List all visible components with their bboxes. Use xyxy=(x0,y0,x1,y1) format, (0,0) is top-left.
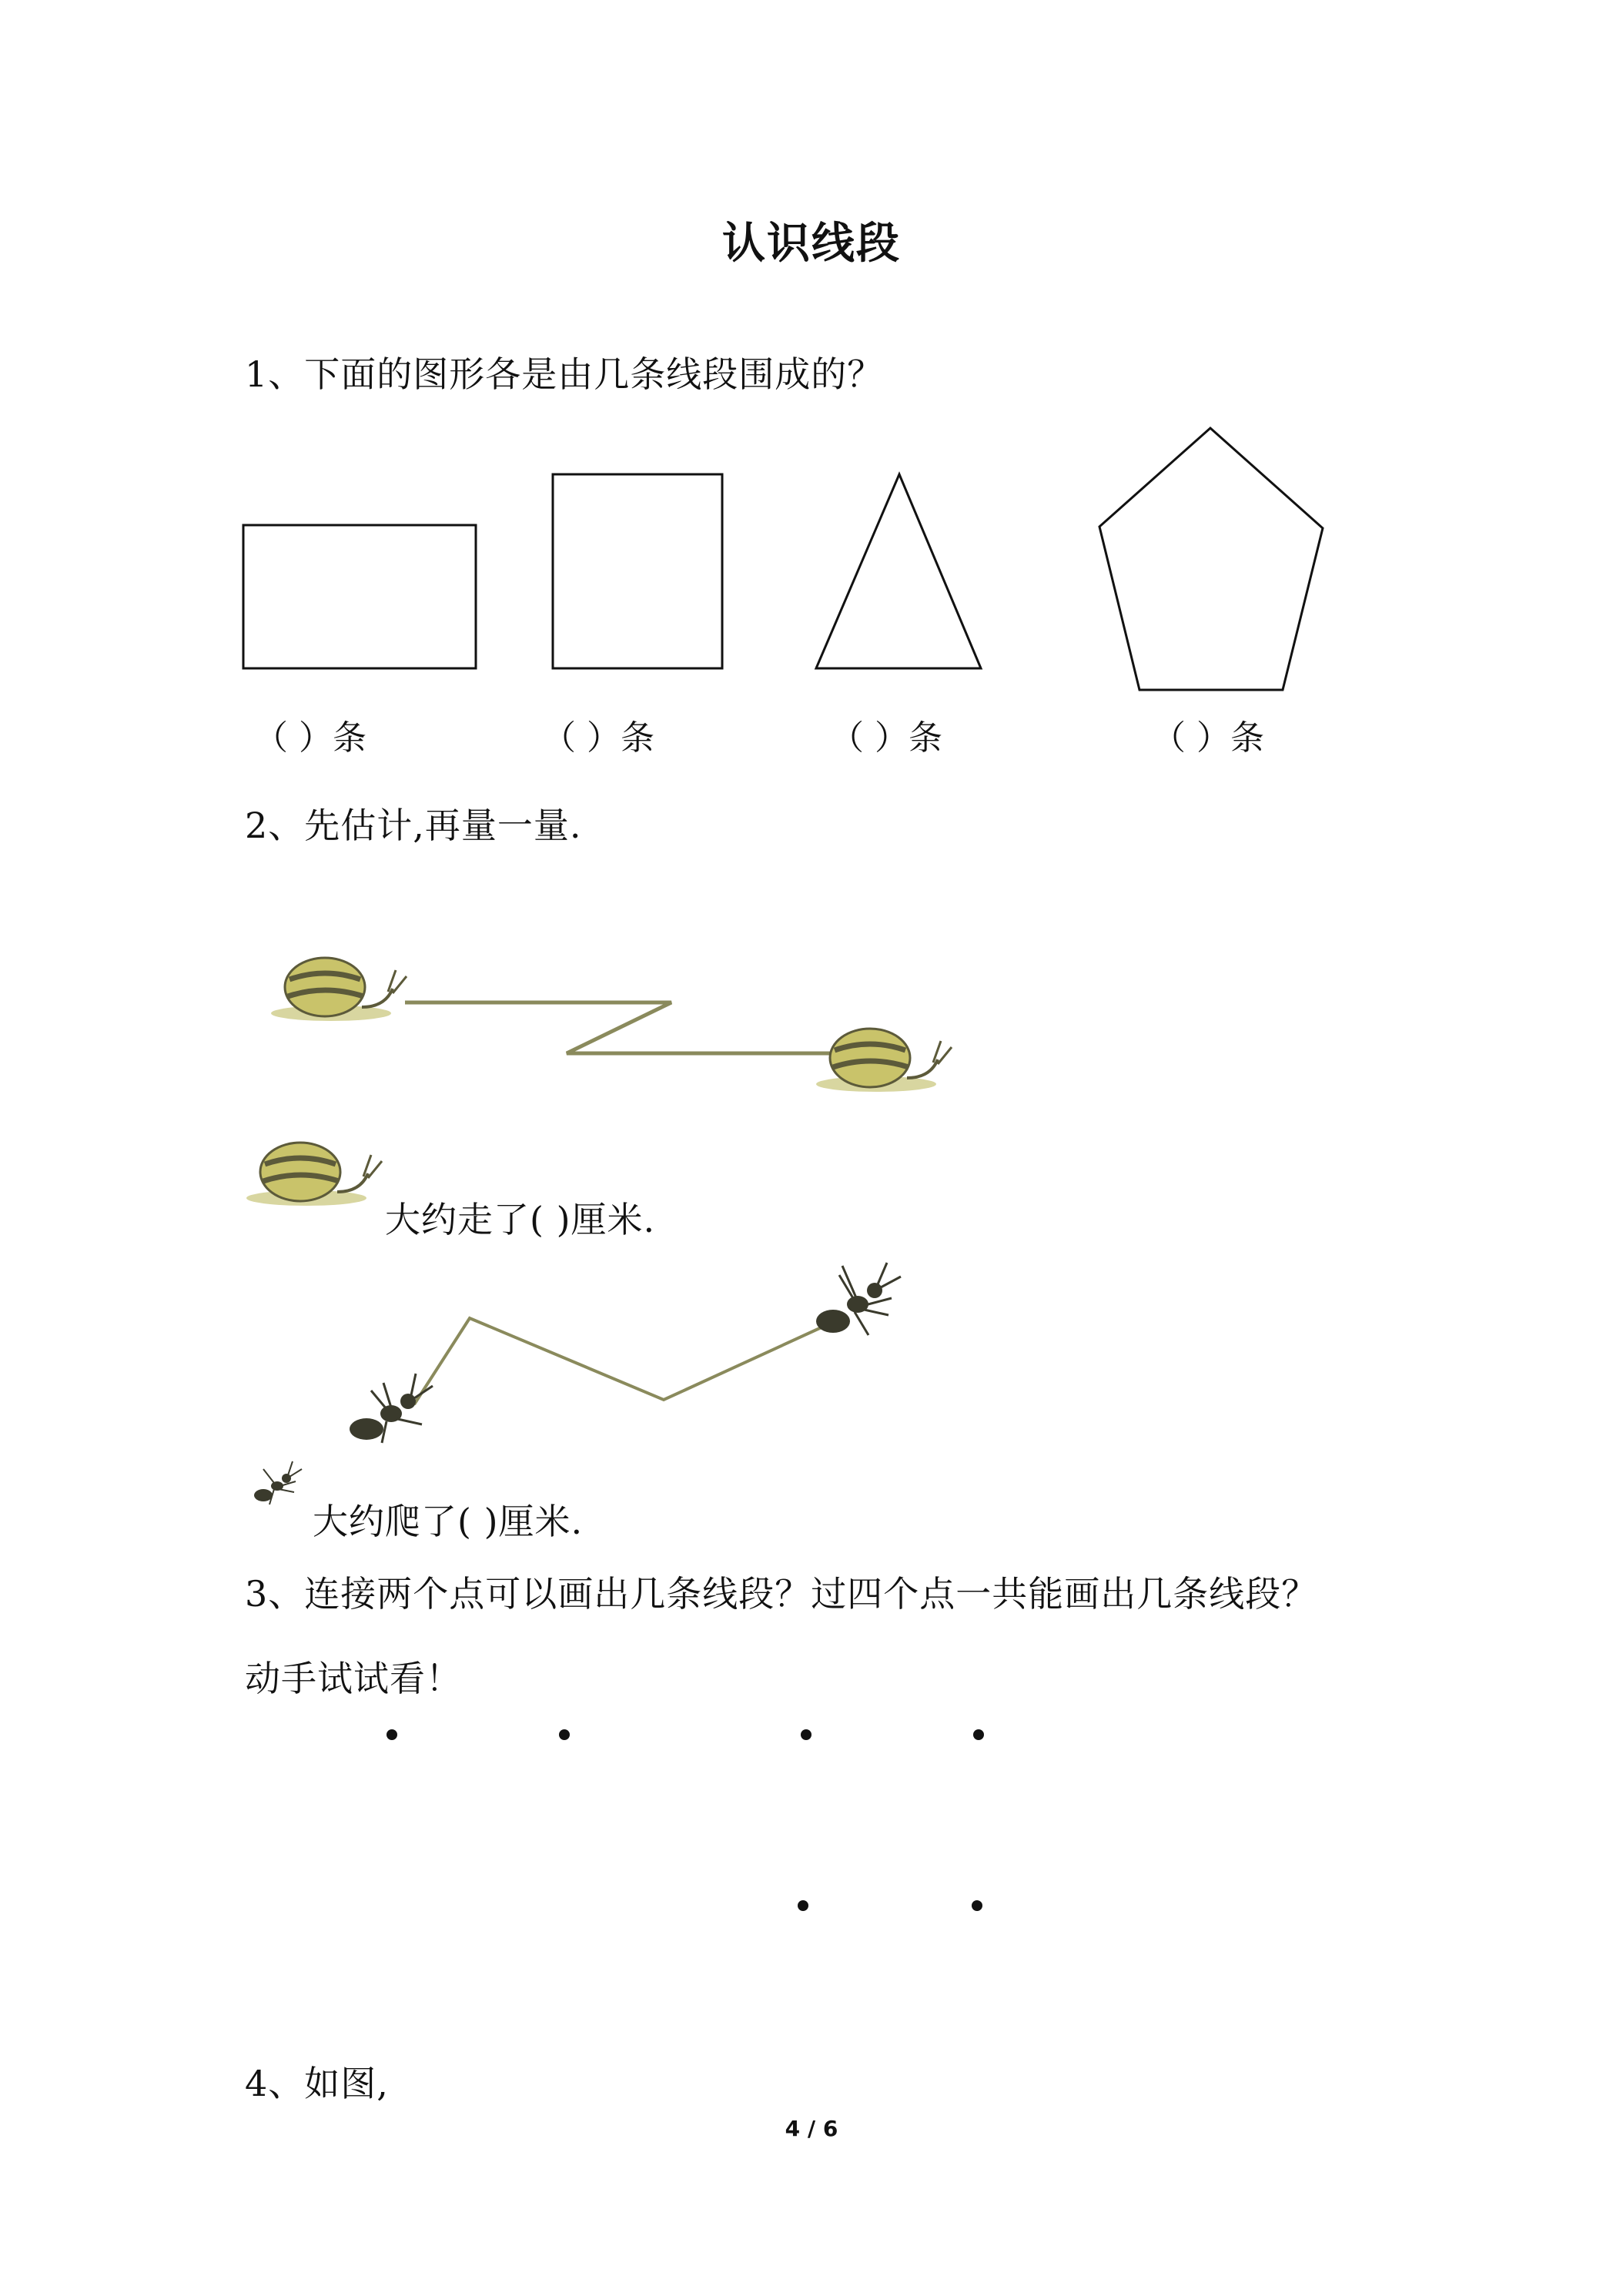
dot-pair-right[interactable] xyxy=(559,1729,570,1740)
question-3-subtext: 动手试试看！ xyxy=(245,1658,462,1699)
dot-four-bottom-left[interactable] xyxy=(798,1900,808,1911)
dot-four-bottom-right[interactable] xyxy=(972,1900,982,1911)
dot-pair-left[interactable] xyxy=(387,1729,397,1740)
answer-blank-pentagon[interactable]: （ ）条 xyxy=(1152,718,1264,758)
answer-blank-square[interactable]: （ ）条 xyxy=(542,718,654,758)
ant-end-icon xyxy=(816,1263,901,1335)
dot-four-top-left[interactable] xyxy=(801,1729,812,1740)
ant-answer-text[interactable]: 大约爬了( )厘米. xyxy=(313,1501,584,1542)
ant-answer-icon xyxy=(254,1461,302,1504)
question-3-text: 3、连接两个点可以画出几条线段？过四个点一共能画出几条线段？ xyxy=(245,1573,1318,1615)
question-1-text: 1、下面的图形各是由几条线段围成的？ xyxy=(245,353,884,395)
dot-four-top-right[interactable] xyxy=(973,1729,984,1740)
question-2-text: 2、先估计,再量一量. xyxy=(245,805,582,846)
question-4-text: 4、如图, xyxy=(245,2063,389,2104)
answer-blank-rectangle[interactable]: （ ）条 xyxy=(254,718,366,758)
ant-zigzag-path xyxy=(414,1318,832,1404)
page-title: 认识线段 xyxy=(722,219,901,269)
answer-blank-triangle[interactable]: （ ）条 xyxy=(830,718,942,758)
ant-start-icon xyxy=(350,1374,433,1443)
snail-answer-text[interactable]: 大约走了( )厘米. xyxy=(385,1199,656,1240)
page-number: 4 / 6 xyxy=(785,2116,838,2141)
